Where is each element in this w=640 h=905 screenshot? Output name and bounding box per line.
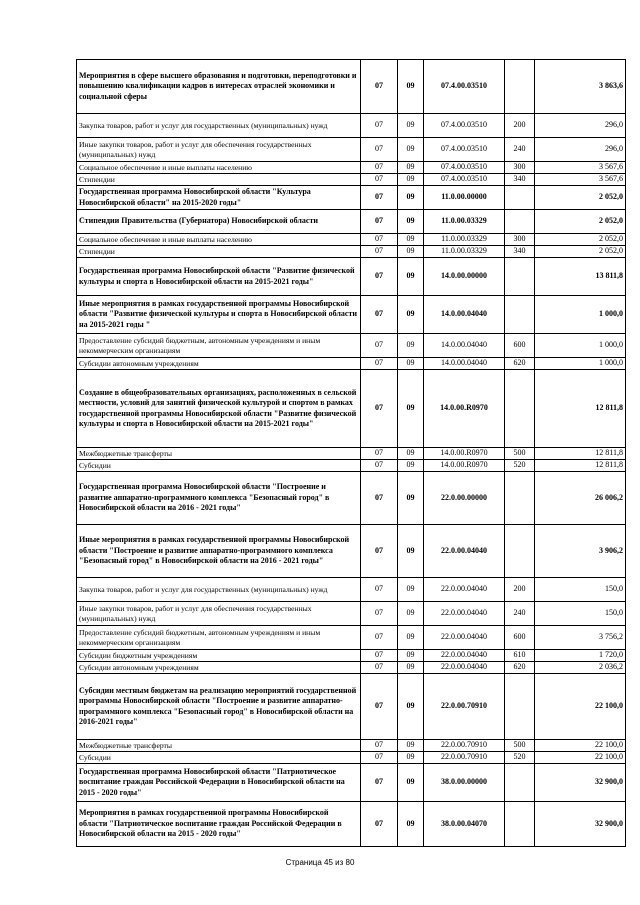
target-article-cell: 07.4.00.03510 <box>424 60 505 114</box>
subsection-code-cell: 09 <box>398 210 424 234</box>
section-code-cell: 07 <box>361 234 398 246</box>
subsection-code-cell: 09 <box>398 296 424 334</box>
subsection-code-cell: 09 <box>398 162 424 174</box>
subsection-code-cell: 09 <box>398 602 424 626</box>
section-code-cell: 07 <box>361 258 398 296</box>
target-article-cell: 22.0.00.04040 <box>424 662 505 674</box>
table-row <box>77 460 626 472</box>
row-name-cell: Создание в общеобразовательных организациях, расположенных в сельской местности, условий для занятий физической культурой и спортом в рамках государственной программы Новосибирской области "Развитие физической культуры и спорта в Новосибирской области на 2015-2021 годы" <box>77 370 361 448</box>
subsection-code-cell: 09 <box>398 370 424 448</box>
expense-type-cell <box>505 210 535 234</box>
target-article-cell: 14.0.00.00000 <box>424 258 505 296</box>
amount-cell: 3 906,2 <box>535 525 626 578</box>
amount-cell: 2 052,0 <box>535 210 626 234</box>
expense-type-cell <box>505 186 535 210</box>
row-name-cell: Закупка товаров, работ и услуг для государственных (муниципальных) нужд <box>77 578 361 602</box>
target-article-cell: 22.0.00.04040 <box>424 650 505 662</box>
row-name-cell: Иные мероприятия в рамках государственной программы Новосибирской области "Построение и развитие аппаратно-программного комплекса "Безопасный город" в Новосибирской области на 2016 - 2021 годы" <box>77 525 361 578</box>
subsection-code-cell: 09 <box>398 114 424 138</box>
subsection-code-cell: 09 <box>398 802 424 847</box>
amount-cell: 150,0 <box>535 578 626 602</box>
expense-type-cell: 340 <box>505 174 535 186</box>
section-code-cell: 07 <box>361 525 398 578</box>
amount-cell: 22 100,0 <box>535 674 626 740</box>
target-article-cell: 11.0.00.03329 <box>424 246 505 258</box>
subsection-code-cell: 09 <box>398 186 424 210</box>
table-row <box>77 174 626 186</box>
section-code-cell: 07 <box>361 186 398 210</box>
section-code-cell: 07 <box>361 626 398 650</box>
expense-type-cell: 240 <box>505 602 535 626</box>
target-article-cell: 11.0.00.00000 <box>424 186 505 210</box>
row-name-cell: Иные мероприятия в рамках государственной программы Новосибирской области "Развитие физической культуры и спорта в Новосибирской области на 2015-2021 годы " <box>77 296 361 334</box>
table-row <box>77 358 626 370</box>
subsection-code-cell: 09 <box>398 472 424 525</box>
subsection-code-cell: 09 <box>398 174 424 186</box>
row-name-cell: Стипендии <box>77 174 361 186</box>
subsection-code-cell: 09 <box>398 138 424 162</box>
target-article-cell: 22.0.00.00000 <box>424 472 505 525</box>
target-article-cell: 07.4.00.03510 <box>424 162 505 174</box>
row-name-cell: Субсидии бюджетным учреждениям <box>77 650 361 662</box>
table-row <box>77 234 626 246</box>
subsection-code-cell: 09 <box>398 674 424 740</box>
table-row <box>77 258 626 296</box>
amount-cell: 3 567,6 <box>535 174 626 186</box>
subsection-code-cell: 09 <box>398 60 424 114</box>
expense-type-cell <box>505 525 535 578</box>
amount-cell: 2 052,0 <box>535 234 626 246</box>
section-code-cell: 07 <box>361 764 398 802</box>
row-name-cell: Иные закупки товаров, работ и услуг для обеспечения государственных (муниципальных) нужд <box>77 602 361 626</box>
section-code-cell: 07 <box>361 174 398 186</box>
table-row <box>77 186 626 210</box>
row-name-cell: Субсидии автономным учреждениям <box>77 358 361 370</box>
expense-type-cell <box>505 472 535 525</box>
amount-cell: 2 036,2 <box>535 662 626 674</box>
row-name-cell: Межбюджетные трансферты <box>77 740 361 752</box>
amount-cell: 22 100,0 <box>535 740 626 752</box>
expense-type-cell: 620 <box>505 358 535 370</box>
expense-type-cell: 240 <box>505 138 535 162</box>
target-article-cell: 14.0.00.04040 <box>424 296 505 334</box>
expense-type-cell <box>505 764 535 802</box>
subsection-code-cell: 09 <box>398 626 424 650</box>
amount-cell: 3 567,6 <box>535 162 626 174</box>
subsection-code-cell: 09 <box>398 258 424 296</box>
expense-type-cell <box>505 802 535 847</box>
table-row <box>77 210 626 234</box>
row-name-cell: Стипендии <box>77 246 361 258</box>
row-name-cell: Мероприятия в рамках государственной программы Новосибирской области "Патриотическое воспитание граждан Российской Федерации в Новосибирской области на 2015 - 2020 годы" <box>77 802 361 847</box>
subsection-code-cell: 09 <box>398 578 424 602</box>
section-code-cell: 07 <box>361 802 398 847</box>
target-article-cell: 38.0.00.00000 <box>424 764 505 802</box>
target-article-cell: 22.0.00.70910 <box>424 674 505 740</box>
amount-cell: 2 052,0 <box>535 246 626 258</box>
table-row <box>77 602 626 626</box>
target-article-cell: 22.0.00.70910 <box>424 740 505 752</box>
table-row <box>77 60 626 114</box>
row-name-cell: Предоставление субсидий бюджетным, автономным учреждениям и иным некоммерческим организациям <box>77 626 361 650</box>
amount-cell: 32 900,0 <box>535 764 626 802</box>
table-row <box>77 334 626 358</box>
table-row <box>77 650 626 662</box>
table-row <box>77 162 626 174</box>
amount-cell: 3 756,2 <box>535 626 626 650</box>
expense-type-cell: 600 <box>505 334 535 358</box>
section-code-cell: 07 <box>361 246 398 258</box>
expense-type-cell: 200 <box>505 114 535 138</box>
section-code-cell: 07 <box>361 662 398 674</box>
row-name-cell: Субсидии <box>77 752 361 764</box>
section-code-cell: 07 <box>361 370 398 448</box>
subsection-code-cell: 09 <box>398 358 424 370</box>
table-row <box>77 448 626 460</box>
amount-cell: 296,0 <box>535 114 626 138</box>
target-article-cell: 07.4.00.03510 <box>424 174 505 186</box>
section-code-cell: 07 <box>361 460 398 472</box>
target-article-cell: 11.0.00.03329 <box>424 210 505 234</box>
row-name-cell: Мероприятия в сфере высшего образования и подготовки, переподготовки и повышению квалификации кадров в интересах отраслей экономики и социальной сферы <box>77 60 361 114</box>
target-article-cell: 38.0.00.04070 <box>424 802 505 847</box>
target-article-cell: 22.0.00.04040 <box>424 626 505 650</box>
section-code-cell: 07 <box>361 162 398 174</box>
row-name-cell: Социальное обеспечение и иные выплаты населению <box>77 162 361 174</box>
amount-cell: 150,0 <box>535 602 626 626</box>
section-code-cell: 07 <box>361 602 398 626</box>
budget-table <box>76 59 626 847</box>
expense-type-cell: 500 <box>505 448 535 460</box>
expense-type-cell <box>505 60 535 114</box>
target-article-cell: 14.0.00.R0970 <box>424 370 505 448</box>
row-name-cell: Стипендии Правительства (Губернатора) Новосибирской области <box>77 210 361 234</box>
subsection-code-cell: 09 <box>398 234 424 246</box>
page-number-footer: Страница 45 из 80 <box>285 858 355 867</box>
expense-type-cell: 300 <box>505 234 535 246</box>
row-name-cell: Субсидии <box>77 460 361 472</box>
section-code-cell: 07 <box>361 358 398 370</box>
amount-cell: 12 811,8 <box>535 448 626 460</box>
subsection-code-cell: 09 <box>398 752 424 764</box>
section-code-cell: 07 <box>361 448 398 460</box>
table-row <box>77 138 626 162</box>
section-code-cell: 07 <box>361 210 398 234</box>
section-code-cell: 07 <box>361 752 398 764</box>
subsection-code-cell: 09 <box>398 246 424 258</box>
expense-type-cell: 500 <box>505 740 535 752</box>
row-name-cell: Субсидии местным бюджетам на реализацию мероприятий государственной программы Новосибирской области "Построение и развитие аппаратно-программного комплекса "Безопасный город" в Новосибирской области на 2016-2021 годы" <box>77 674 361 740</box>
section-code-cell: 07 <box>361 650 398 662</box>
amount-cell: 13 811,8 <box>535 258 626 296</box>
expense-type-cell <box>505 296 535 334</box>
expense-type-cell: 520 <box>505 752 535 764</box>
target-article-cell: 07.4.00.03510 <box>424 114 505 138</box>
amount-cell: 12 811,8 <box>535 370 626 448</box>
expense-type-cell: 340 <box>505 246 535 258</box>
row-name-cell: Предоставление субсидий бюджетным, автономным учреждениям и иным некоммерческим организациям <box>77 334 361 358</box>
row-name-cell: Социальное обеспечение и иные выплаты населению <box>77 234 361 246</box>
table-row <box>77 740 626 752</box>
expense-type-cell: 300 <box>505 162 535 174</box>
subsection-code-cell: 09 <box>398 764 424 802</box>
amount-cell: 32 900,0 <box>535 802 626 847</box>
row-name-cell: Государственная программа Новосибирской области "Развитие физической культуры и спорта в Новосибирской области на 2015-2021 годы" <box>77 258 361 296</box>
section-code-cell: 07 <box>361 740 398 752</box>
table-row <box>77 114 626 138</box>
subsection-code-cell: 09 <box>398 662 424 674</box>
target-article-cell: 14.0.00.04040 <box>424 334 505 358</box>
expense-type-cell: 620 <box>505 662 535 674</box>
budget-table-body <box>77 60 626 847</box>
target-article-cell: 11.0.00.03329 <box>424 234 505 246</box>
table-row <box>77 525 626 578</box>
target-article-cell: 22.0.00.04040 <box>424 578 505 602</box>
table-row <box>77 802 626 847</box>
amount-cell: 1 000,0 <box>535 296 626 334</box>
section-code-cell: 07 <box>361 138 398 162</box>
target-article-cell: 14.0.00.R0970 <box>424 460 505 472</box>
section-code-cell: 07 <box>361 114 398 138</box>
section-code-cell: 07 <box>361 296 398 334</box>
expense-type-cell: 600 <box>505 626 535 650</box>
section-code-cell: 07 <box>361 674 398 740</box>
section-code-cell: 07 <box>361 334 398 358</box>
expense-type-cell <box>505 370 535 448</box>
target-article-cell: 22.0.00.70910 <box>424 752 505 764</box>
target-article-cell: 22.0.00.04040 <box>424 525 505 578</box>
table-row <box>77 752 626 764</box>
expense-type-cell: 610 <box>505 650 535 662</box>
section-code-cell: 07 <box>361 578 398 602</box>
amount-cell: 22 100,0 <box>535 752 626 764</box>
row-name-cell: Субсидии автономным учреждениям <box>77 662 361 674</box>
expense-type-cell <box>505 258 535 296</box>
amount-cell: 26 006,2 <box>535 472 626 525</box>
amount-cell: 1 000,0 <box>535 334 626 358</box>
target-article-cell: 22.0.00.04040 <box>424 602 505 626</box>
row-name-cell: Закупка товаров, работ и услуг для государственных (муниципальных) нужд <box>77 114 361 138</box>
table-row <box>77 626 626 650</box>
subsection-code-cell: 09 <box>398 460 424 472</box>
expense-type-cell <box>505 674 535 740</box>
table-row <box>77 246 626 258</box>
section-code-cell: 07 <box>361 472 398 525</box>
table-row <box>77 578 626 602</box>
section-code-cell: 07 <box>361 60 398 114</box>
subsection-code-cell: 09 <box>398 740 424 752</box>
subsection-code-cell: 09 <box>398 334 424 358</box>
amount-cell: 2 052,0 <box>535 186 626 210</box>
row-name-cell: Межбюджетные трансферты <box>77 448 361 460</box>
table-row <box>77 296 626 334</box>
target-article-cell: 14.0.00.R0970 <box>424 448 505 460</box>
amount-cell: 12 811,8 <box>535 460 626 472</box>
amount-cell: 3 863,6 <box>535 60 626 114</box>
row-name-cell: Государственная программа Новосибирской области "Культура Новосибирской области" на 2015-2020 годы" <box>77 186 361 210</box>
row-name-cell: Иные закупки товаров, работ и услуг для обеспечения государственных (муниципальных) нужд <box>77 138 361 162</box>
subsection-code-cell: 09 <box>398 448 424 460</box>
table-row <box>77 662 626 674</box>
subsection-code-cell: 09 <box>398 650 424 662</box>
expense-type-cell: 520 <box>505 460 535 472</box>
row-name-cell: Государственная программа Новосибирской области "Патриотическое воспитание граждан Российской Федерации в Новосибирской области на 2015 - 2020 годы" <box>77 764 361 802</box>
target-article-cell: 07.4.00.03510 <box>424 138 505 162</box>
subsection-code-cell: 09 <box>398 525 424 578</box>
table-row <box>77 764 626 802</box>
target-article-cell: 14.0.00.04040 <box>424 358 505 370</box>
amount-cell: 1 720,0 <box>535 650 626 662</box>
table-row <box>77 370 626 448</box>
table-row <box>77 674 626 740</box>
amount-cell: 296,0 <box>535 138 626 162</box>
row-name-cell: Государственная программа Новосибирской области "Построение и развитие аппаратно-программного комплекса "Безопасный город" в Новосибирской области на 2016 - 2021 годы" <box>77 472 361 525</box>
expense-type-cell: 200 <box>505 578 535 602</box>
amount-cell: 1 000,0 <box>535 358 626 370</box>
table-row <box>77 472 626 525</box>
